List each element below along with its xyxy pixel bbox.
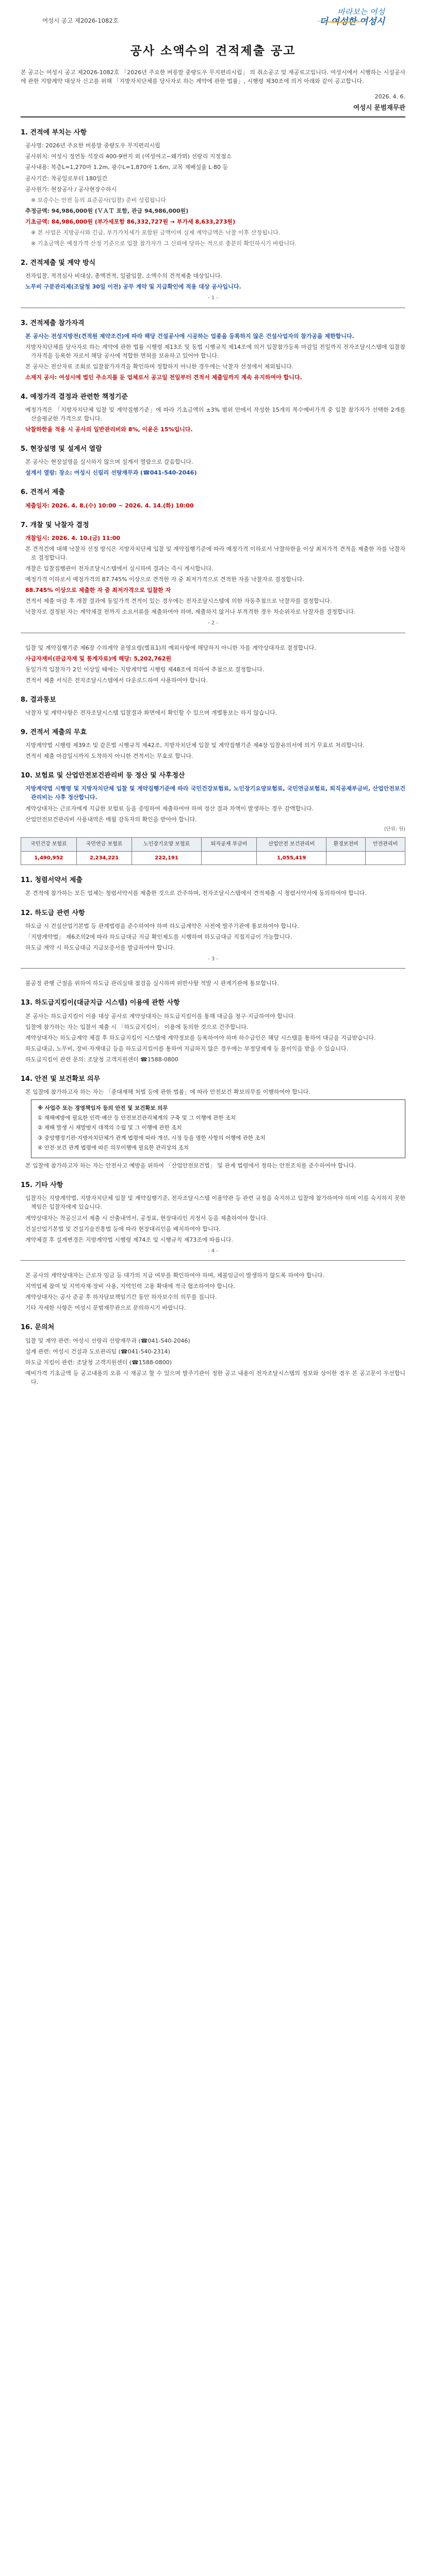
table-cell: 1,055,419 (257, 851, 326, 865)
list-item: 견적서 제출 마감일시까지 도착하지 아니한 견적서는 무효로 합니다. (25, 753, 193, 760)
box-row: ① 재해예방에 필요한 인력·예산 등 안전보건관리체계의 구축 및 그 이행에 관한 조치 (38, 1115, 236, 1122)
list-item: 본 공사는 전성지방전(견적원 제약조건)에 따라 해당 건설공사에 시공하는 업종을 등록하지 않은 건설사업자의 참가공을 제한합니다. (25, 332, 354, 340)
section-heading: 2. 견적제출 및 계약 방식 (21, 259, 96, 267)
section-safety (21, 1074, 405, 1171)
section-subcontract-cont (21, 979, 405, 988)
section-heading: 12. 하도급 관련 사항 (21, 909, 85, 917)
list-item: 지방자치단체를 당사자로 하는 계약에 관한 법률 시행령 제13조 및 동법 시행규칙 제14조에 의거 입찰참가등록 마감일 전일까지 전자조달시스템에 입찰참가자격을 등록한 자로서 해당 공사에 적합한 면허를 보유하고 있어야 합니다. (25, 343, 405, 359)
opening-datetime: 개찰일시: 2026. 4. 10.(금) 11:00 (25, 534, 121, 541)
logo-line-1: 바라보는 여성 (337, 7, 385, 16)
section-heading: 11. 청렴서약서 제출 (21, 876, 83, 885)
list-item: 「지방계약법」 제6조의2에 따라 하도급대금 지급 확인제도를 시행하며 하도급대금 직접지급이 가능합니다. (25, 933, 292, 940)
page-number: - 1 - (208, 295, 218, 301)
list-item: 공사위치: 여성시 정연동 석장리 400-9번지 외 (여성여고~왜가뫼) 선랑리 지정점소 (25, 153, 232, 160)
intro-paragraph: 본 공고는 여성시 공고 제2026-1082호 「2026년 주요한 버릉말 중량도우 무지편리시립」 의 취소공고 및 재공료고입니다. 여성시에서 시행하는 시설공사에 관한 지방계약 대상자 신고를 위해 「지방자치단체를 당사자로 하는 계약에 관한 법률」, 시행령 제30조에 의거 아래와 같이 공고합니다. (21, 69, 405, 85)
winning-rule: 88.745% 이상으로 제출한 자 중 최저가격으로 입찰한 자 (25, 587, 171, 594)
list-item: 본 입찰에 참가하고자 하는 자는 「중대재해 처벌 등에 관한 법률」에 따라 안전보건 확보의무를 이행하여야 합니다. (25, 1088, 310, 1095)
announcement-date: 2026. 4. 6. (374, 93, 405, 100)
logo-swash-icon (316, 19, 368, 23)
section-contract-method (21, 258, 405, 291)
list-item: 동일가격 입찰자가 2인 이상일 때에는 지방계약법 시행령 제48조에 의하여 추첨으로 결정합니다. (25, 666, 265, 673)
section-heading: 16. 문의처 (21, 1324, 55, 1332)
list-item: 전자입찰, 적격심사 비대상, 총액견적, 일괄입찰, 소액수의 견적제출 대상입니다. (25, 273, 222, 279)
base-amount: 기초금액: 84,986,000원 (부가세포함 86,332,727원 → 부가세 8,633,273원) (25, 218, 236, 225)
list-item: 지방계약법 시행령 및 지방자치단체 입찰 및 계약집행기준에 따라 국민건강보험료, 노인장기요양보험료, 국민연금보험료, 퇴직공제부금비, 산업안전보건관리비는 사후 정산합니다. (25, 785, 405, 801)
table-header-cell: 환경보전비 (326, 838, 366, 852)
section-heading: 15. 기타 사항 (21, 1181, 63, 1190)
table-cell (326, 851, 366, 865)
list-note: ※ 보증수는 안전 등의 표준공사(입찰) 준비 성립됩니다 (31, 196, 166, 204)
list-note: ※ 본 사업은 지방공사와 긴급, 부가가치세가 포함된 금액이며 실제 계약금액은 낙찰 이후 산정됩니다. (31, 229, 281, 236)
list-item: 예비가격 기초금액 등 공고내용의 오류 시 재공고 할 수 있으며 발주기관이 정한 공고 내용이 전자조달시스템의 정보와 상이한 경우 본 공고문이 우선합니다. (25, 1369, 405, 1385)
table-cell: 2,234,221 (76, 851, 132, 865)
table-row (21, 851, 405, 865)
section-insurance (21, 771, 405, 865)
box-row: ④ 안전·보건 관계 법령에 따른 의무이행에 필요한 관리상의 조치 (38, 1144, 189, 1151)
section-integrity (21, 875, 405, 897)
table-cell (366, 851, 405, 865)
list-item: 소재지 공사: 여성시에 법인 주소지를 둔 업체로서 공고일 전일부터 견적서 제출일까지 계속 유지하여야 합니다. (25, 374, 302, 381)
publication-number: 여성시 공고 제2026-1082호 (42, 17, 119, 24)
list-item: 본 공사는 현장설명을 실시하지 않으며 설계서 열람으로 갈음합니다. (25, 459, 193, 466)
safety-duty-box (31, 1099, 405, 1158)
section-heading: 10. 보험료 및 산업안전보건관리비 등 정산 및 사후정산 (21, 772, 185, 780)
list-item: 견적서 제출 서식은 전자조달시스템에서 다운로드하여 사용하여야 합니다. (25, 676, 208, 684)
page-number: - 3 - (208, 956, 218, 962)
list-item: 입찰 및 계약집행기준 제6장 수의계약 운영요령(별표1)의 예외사항에 해당하지 아니한 자를 계약상대자로 결정합니다. (25, 644, 316, 651)
list-item: 입찰에 참가하는 자는 입찰서 제출 시 「하도급지킴이」 이용에 동의한 것으로 간주합니다. (25, 1023, 249, 1030)
list-item: 낙찰자로 결정된 자는 계약체결 전까지 소요서류를 제출하여야 하며, 제출하지 않거나 부적격한 경우 차순위자로 낙찰자를 결정합니다. (25, 608, 356, 616)
list-item: 예정가격은 「지방자치단체 입찰 및 계약집행기준」에 따라 기초금액의 ±3% 범위 안에서 작성한 15개의 복수예비가격 중 입찰 참가자가 선택한 2개를 산술평균한 가격으로 합니다. (25, 406, 405, 422)
section-heading: 4. 예정가격 결정과 관련한 책정기준 (21, 393, 128, 401)
list-item: 계약체결 후 설계변경은 지방계약법 시행령 제74조 및 시행규칙 제73조에 따릅니다. (25, 1236, 233, 1243)
list-item: 하도급지킴이 관련 문의: 조달청 고객지원센터 ☎1588-0800 (25, 1056, 178, 1063)
list-item: 공사명: 2026년 주요한 버릉말 중량도우 무지편리시립 (25, 142, 160, 149)
list-item: 공사기간: 착공일로부터 180일간 (25, 175, 108, 182)
list-item: 본 견적에 참가하는 모든 업체는 청렴서약서를 제출한 것으로 간주하며, 전자조달시스템에서 견적제출 시 청렴서약서에 동의하여야 합니다. (25, 890, 367, 897)
list-item: 건설산업기본법 및 건설기술진흥법 등에 따라 현장대리인을 배치하여야 합니다. (25, 1225, 221, 1232)
list-item: 하도급 시 건설산업기본법 등 관계법령을 준수하여야 하며 하도급계약은 사전에 발주기관에 통보하여야 합니다. (25, 922, 299, 929)
section-heading: 3. 견적제출 참가자격 (21, 319, 85, 327)
list-item: 낙찰자 및 계약사항은 전자조달시스템 입찰결과 화면에서 확인할 수 있으며 개별통보는 하지 않습니다. (25, 709, 277, 717)
page-title: 공사 소액수의 견적제출 공고 (130, 44, 296, 58)
submission-period: 제출일자: 2026. 4. 8.(수) 10:00 ~ 2026. 4. 14.(화) 10:00 (25, 502, 194, 509)
page-number: - 2 - (208, 620, 218, 626)
list-item: 계약상대자는 근로자에게 지급한 보험료 등을 증빙하여 제출하여야 하며 정산 결과 차액이 발생하는 경우 감액합니다. (25, 805, 314, 812)
table-header-cell: 국민연금 보험료 (76, 838, 132, 852)
list-item: 본 공사의 계약상대자는 근로자 임금 등 대가의 지급 여부를 확인하여야 하며, 체불임금이 발생하지 않도록 하여야 합니다. (25, 1272, 325, 1279)
list-item: 계약상대자는 착공신고서 제출 시 산출내역서, 공정표, 현장대리인 지정서 등을 제출하여야 합니다. (25, 1214, 268, 1222)
logo-line-2: 더 여성한 여성시 (319, 16, 385, 27)
divider (21, 968, 405, 969)
section-price-basis (21, 392, 405, 434)
list-note: ※ 기초금액은 예정가격 산정 기준으로 입찰 참가자가 그 신뢰에 당하는 적으로 충분히 확인하시기 바랍니다. (31, 240, 297, 247)
list-item: 설계서 열람: 장소: 여성시 신림리 선랑재무과 (☎041-540-2046) (25, 469, 197, 477)
section-eligibility (21, 318, 405, 382)
list-item: 본 공사는 전산자료 조회로 입찰참가자격을 확인하며 정합하지 아니한 경우에는 낙찰자 선정에서 제외됩니다. (25, 363, 294, 370)
section-invalid (21, 727, 405, 760)
list-item: 계약상대자는 공사 준공 후 하자담보책임기간 동안 하자보수의 의무를 집니다. (25, 1294, 217, 1301)
list-item: 기타 자세한 사항은 여성시 문범재무관으로 문의하시기 바랍니다. (25, 1304, 186, 1312)
list-item: 입찰 및 계약 관련: 여성시 선랑리 선랑재무과 (☎041-540-2046) (25, 1337, 190, 1344)
list-item: 견적서 제출 마감 후 개찰 결과에 동일가격 견적이 있는 경우에는 전자조달시스템에 의한 자동추첨으로 낙찰자를 결정합니다. (25, 598, 332, 605)
section-site-briefing (21, 444, 405, 477)
table-header-cell: 국민건강 보험료 (21, 838, 77, 852)
section-opening (21, 520, 405, 617)
table-cell: 222,191 (132, 851, 201, 865)
list-item: 불공정 관행 근절을 위하여 하도급 관리실태 점검을 실시하며 위반사항 적발 시 관계기관에 통보합니다. (25, 980, 279, 987)
list-item: 계약상대자는 하도급계약 체결 후 하도급지킴이 시스템에 계약정보를 등록하여야 하며 하수급인은 해당 시스템을 통하여 대금을 지급받습니다. (25, 1034, 376, 1041)
section-heading: 8. 결과통보 (21, 696, 56, 704)
box-row: ③ 중앙행정기관·지방자치단체가 관계 법령에 따라 개선, 시정 등을 명한 사항의 이행에 관한 조치 (38, 1134, 266, 1141)
section-heading: 6. 견적서 제출 (21, 488, 65, 497)
table-header-cell: 산업안전 보건관리비 (257, 838, 326, 852)
section-submission (21, 487, 405, 510)
table-header-row (21, 838, 405, 852)
list-item: 입찰자는 지방계약법, 지방자치단체 입찰 및 계약집행기준, 전자조달시스템 이용약관 등 관련 규정을 숙지하고 입찰에 참가하여야 하며 이를 숙지하지 못한 책임은 입찰자에게 있습니다. (25, 1195, 405, 1211)
table-header-cell: 노인장기요양 보험료 (132, 838, 201, 852)
section-subcontract (21, 908, 405, 952)
list-item: 개찰은 입찰집행관이 전자조달시스템에서 실시하며 결과는 즉시 게시합니다. (25, 565, 214, 572)
list-item: 본 공사는 하도급지킴이 이용 대상 공사로 계약상대자는 하도급지킴이를 통해 대금을 청구·지급하여야 합니다. (25, 1012, 296, 1020)
table-unit: (단위: 원) (384, 826, 405, 832)
section-heading: 13. 하도급지킴이(대금지급 시스템) 이용에 관한 사항 (21, 999, 180, 1007)
section-heading: 9. 견적서 제출의 무효 (21, 728, 87, 737)
list-item: 지방계약법 시행령 제39조 및 같은법 시행규칙 제42조, 지방자치단체 입찰 및 계약집행기준 제4장 입찰유의서에 의거 무효로 처리합니다. (25, 742, 365, 749)
table-header-cell: 퇴직공제 부금비 (201, 838, 257, 852)
list-item: 공사원가: 현장공사 / 공사현장수하시 (25, 185, 117, 193)
list-item: 지역업체 참여 및 지역자재·장비 사용, 지역인력 고용 확대에 적극 협조하여야 합니다. (25, 1283, 235, 1290)
list-item: 본 입찰에 참가하고자 하는 자는 안전사고 예방을 위하여 「산업안전보건법」 및 관계 법령에서 정하는 안전조치를 준수하여야 합니다. (25, 1162, 356, 1170)
box-heading: ※ 사업주 또는 경영책임자 등의 안전 및 보건확보 의무 (38, 1105, 168, 1111)
section-payment-system (21, 998, 405, 1063)
list-item: 산업안전보건관리비 사용내역은 매월 감독자의 확인을 받아야 합니다. (25, 816, 197, 823)
insurance-table (21, 837, 405, 865)
list-item: 하도급 지킴이 관련: 조달청 고객지원센터 (☎1588-0800) (25, 1359, 172, 1366)
table-header-cell: 안전관리비 (366, 838, 405, 852)
section-misc-cont (21, 1271, 405, 1312)
list-item: 공사내용: 복층L=1,270마 1.2m, 광수L=1,870마 1.6m, 교목 재배설율 L·80 등 (25, 164, 228, 171)
section-bid-subject (21, 128, 405, 248)
list-item: 설계 관련: 여성시 건설과 도로관리팀 (☎041-540-2314) (25, 1348, 170, 1355)
section-contact (21, 1323, 405, 1386)
table-cell (201, 851, 257, 865)
section-heading: 14. 안전 및 보건확보 의무 (21, 1075, 101, 1083)
section-heading: 5. 현장설명 및 설계서 열람 (21, 445, 102, 453)
list-item: 낙찰하한율 적용 시 공사의 일반관리비와 8%, 이윤은 15%입니다. (25, 426, 193, 433)
divider (21, 1260, 405, 1261)
list-item: 예정가격 이하로서 예정가격의 87.745% 이상으로 견적한 자 중 최저가격으로 견적한 자를 낙찰자로 결정합니다. (25, 576, 304, 583)
table-cell: 1,490,952 (21, 851, 77, 865)
list-item: 노무비 구분관리제(조달청 30일 이전) 공무 계약 및 지급확인에 적용 대상 공사입니다. (25, 283, 241, 291)
section-misc (21, 1180, 405, 1244)
estimated-amount: 추정금액: 94,986,000원 (ＶＡＴ 포함, 관급 94,986,000원) (25, 207, 189, 214)
issuer-name: 여성시 문범재무관 (353, 103, 405, 111)
section-heading: 1. 견적에 부치는 사항 (21, 129, 87, 137)
divider (21, 116, 405, 117)
city-logo (319, 7, 385, 27)
list-item: 사급자재비(관급자재 및 통계자료)에 해당: 5,202,762원 (25, 655, 171, 662)
section-contract-partner (21, 643, 405, 685)
section-heading: 7. 개찰 및 낙찰자 결정 (21, 521, 89, 529)
page-number: - 4 - (208, 1248, 218, 1254)
list-item: 본 견적건에 대해 낙찰자 선정 방식은 지방자치단체 입찰 및 계약집행기준에 따라 예정가격 이하로서 낙찰하한율 이상 최저가격 견적을 제출한 자를 낙찰자로 결정합니다. (25, 545, 405, 561)
section-result (21, 695, 405, 717)
list-item: 하도급 계약 시 하도급대금 지급보증서를 발급하여야 합니다. (25, 944, 175, 951)
page-header (21, 0, 405, 40)
box-row: ② 재해 발생 시 재발방지 대책의 수립 및 그 이행에 관한 조치 (38, 1125, 182, 1131)
list-item: 하도급대금, 노무비, 장비·자재대금 등을 하도급지킴이를 통하여 지급하지 않은 경우에는 부정당제재 등 불이익을 받을 수 있습니다. (25, 1045, 349, 1052)
